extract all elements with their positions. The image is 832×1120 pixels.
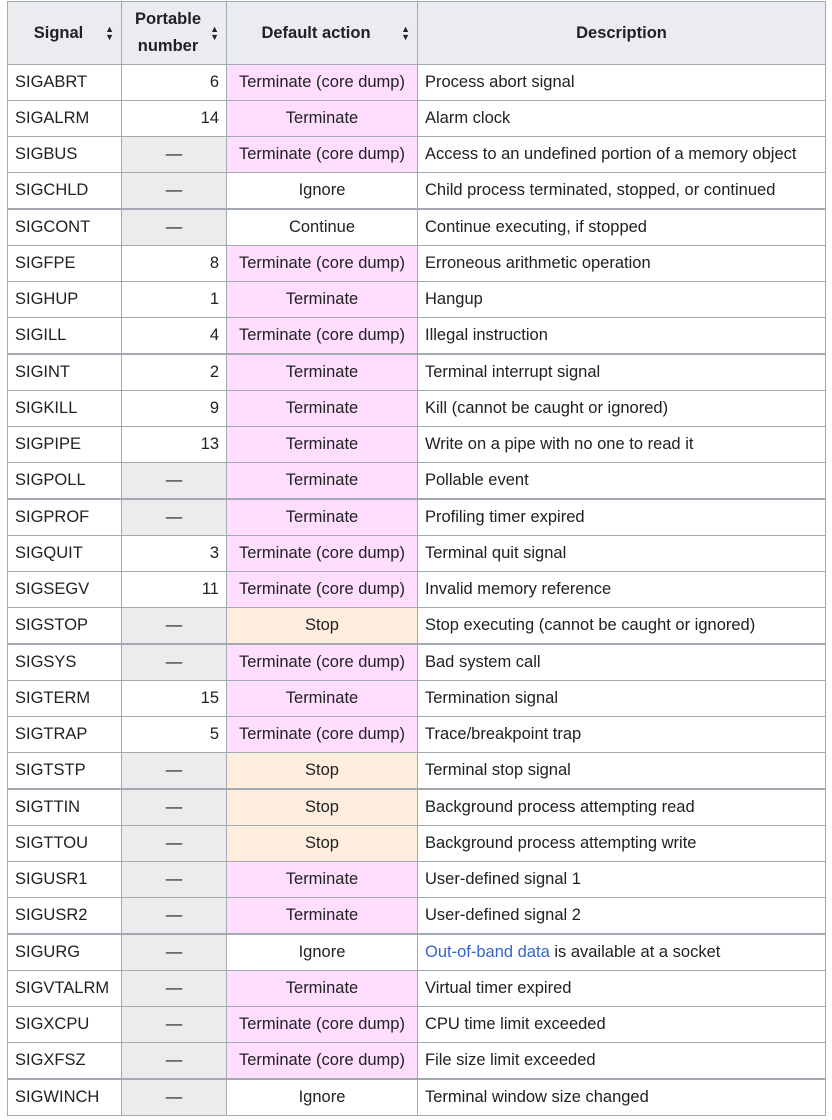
column-header-default-action-label: Default action: [261, 23, 371, 42]
column-header-portable-number-line1: Portable: [134, 10, 202, 28]
signal-cell: SIGALRM: [8, 101, 122, 137]
default-action-cell: Terminate: [227, 463, 418, 500]
portable-number-cell: 13: [122, 427, 227, 463]
default-action-cell: Terminate: [227, 391, 418, 427]
signal-cell: SIGPIPE: [8, 427, 122, 463]
table-row: [8, 246, 826, 282]
portable-number-cell: —: [122, 753, 227, 790]
column-header-description-label: Description: [576, 23, 667, 42]
signal-cell: SIGXCPU: [8, 1007, 122, 1043]
signal-cell: SIGQUIT: [8, 536, 122, 572]
signal-cell: SIGPROF: [8, 499, 122, 536]
table-row: [8, 536, 826, 572]
portable-number-cell: —: [122, 826, 227, 862]
default-action-cell: Terminate: [227, 282, 418, 318]
default-action-cell: Terminate (core dump): [227, 65, 418, 101]
default-action-cell: Stop: [227, 789, 418, 826]
portable-number-cell: —: [122, 209, 227, 246]
signal-cell: SIGILL: [8, 318, 122, 355]
default-action-cell: Terminate: [227, 862, 418, 898]
column-header-default-action[interactable]: [227, 2, 418, 65]
table-row: [8, 209, 826, 246]
default-action-cell: Continue: [227, 209, 418, 246]
default-action-cell: Terminate: [227, 499, 418, 536]
portable-number-cell: —: [122, 1007, 227, 1043]
description-cell: Terminal quit signal: [418, 536, 826, 572]
signal-cell: SIGSTOP: [8, 608, 122, 645]
signal-cell: SIGTERM: [8, 681, 122, 717]
description-cell: Child process terminated, stopped, or continued: [418, 173, 826, 210]
signal-cell: SIGTTOU: [8, 826, 122, 862]
signal-cell: SIGUSR2: [8, 898, 122, 935]
table-row: [8, 463, 826, 500]
description-text: is available at a socket: [549, 943, 721, 961]
table-row: [8, 898, 826, 935]
signal-cell: SIGWINCH: [8, 1079, 122, 1116]
table-row: [8, 499, 826, 536]
signal-cell: SIGCHLD: [8, 173, 122, 210]
default-action-cell: Ignore: [227, 934, 418, 971]
portable-number-cell: 4: [122, 318, 227, 355]
default-action-cell: Terminate (core dump): [227, 536, 418, 572]
description-cell: Stop executing (cannot be caught or ignored): [418, 608, 826, 645]
description-cell: Terminal window size changed: [418, 1079, 826, 1116]
description-cell: Virtual timer expired: [418, 971, 826, 1007]
column-header-description: [418, 2, 826, 65]
description-cell: Termination signal: [418, 681, 826, 717]
signal-cell: SIGSYS: [8, 644, 122, 681]
table-row: [8, 608, 826, 645]
table-row: [8, 427, 826, 463]
portable-number-cell: —: [122, 1043, 227, 1080]
table-row: [8, 1079, 826, 1116]
table-row: [8, 717, 826, 753]
portable-number-cell: 2: [122, 354, 227, 391]
signal-cell: SIGUSR1: [8, 862, 122, 898]
description-cell: Process abort signal: [418, 65, 826, 101]
description-cell: Illegal instruction: [418, 318, 826, 355]
portable-number-cell: —: [122, 934, 227, 971]
default-action-cell: Terminate: [227, 354, 418, 391]
portable-number-cell: —: [122, 898, 227, 935]
signal-cell: SIGTRAP: [8, 717, 122, 753]
portable-number-cell: —: [122, 499, 227, 536]
table-row: [8, 1007, 826, 1043]
portable-number-cell: —: [122, 971, 227, 1007]
table-row: [8, 101, 826, 137]
description-cell: CPU time limit exceeded: [418, 1007, 826, 1043]
default-action-cell: Ignore: [227, 1079, 418, 1116]
portable-number-cell: —: [122, 608, 227, 645]
description-cell: Bad system call: [418, 644, 826, 681]
description-cell: Background process attempting write: [418, 826, 826, 862]
table-row: [8, 971, 826, 1007]
default-action-cell: Terminate (core dump): [227, 572, 418, 608]
portable-number-cell: —: [122, 1079, 227, 1116]
description-cell: Continue executing, if stopped: [418, 209, 826, 246]
table-row: [8, 753, 826, 790]
column-header-signal[interactable]: [8, 2, 122, 65]
table-row: [8, 862, 826, 898]
portable-number-cell: 14: [122, 101, 227, 137]
table-row: [8, 1043, 826, 1080]
portable-number-cell: —: [122, 644, 227, 681]
description-cell: Background process attempting read: [418, 789, 826, 826]
portable-number-cell: 3: [122, 536, 227, 572]
table-row: [8, 173, 826, 210]
default-action-cell: Stop: [227, 826, 418, 862]
signal-cell: SIGSEGV: [8, 572, 122, 608]
signal-cell: SIGTTIN: [8, 789, 122, 826]
default-action-cell: Terminate: [227, 898, 418, 935]
description-cell: User-defined signal 1: [418, 862, 826, 898]
default-action-cell: Terminate (core dump): [227, 1043, 418, 1080]
description-cell: User-defined signal 2: [418, 898, 826, 935]
description-cell: Kill (cannot be caught or ignored): [418, 391, 826, 427]
sort-icon[interactable]: ▲ ▼: [401, 24, 410, 42]
signal-cell: SIGFPE: [8, 246, 122, 282]
table-row: [8, 826, 826, 862]
table-row: [8, 644, 826, 681]
portable-number-cell: 5: [122, 717, 227, 753]
portable-number-cell: —: [122, 463, 227, 500]
table-row: [8, 934, 826, 971]
description-cell: [418, 934, 826, 971]
table-row: [8, 572, 826, 608]
table-row: [8, 65, 826, 101]
default-action-cell: Terminate (core dump): [227, 137, 418, 173]
signals-table: [7, 1, 826, 1116]
signal-cell: SIGABRT: [8, 65, 122, 101]
table-header-row: [8, 2, 826, 65]
default-action-cell: Stop: [227, 753, 418, 790]
table-row: [8, 681, 826, 717]
default-action-cell: Terminate (core dump): [227, 644, 418, 681]
signal-cell: SIGURG: [8, 934, 122, 971]
out-of-band-data-link[interactable]: Out-of-band data: [425, 943, 550, 961]
portable-number-cell: 11: [122, 572, 227, 608]
portable-number-cell: 6: [122, 65, 227, 101]
signal-cell: SIGVTALRM: [8, 971, 122, 1007]
description-cell: Profiling timer expired: [418, 499, 826, 536]
default-action-cell: Terminate (core dump): [227, 1007, 418, 1043]
default-action-cell: Terminate: [227, 681, 418, 717]
signal-cell: SIGKILL: [8, 391, 122, 427]
default-action-cell: Terminate: [227, 427, 418, 463]
table-row: [8, 391, 826, 427]
description-cell: Access to an undefined portion of a memory object: [418, 137, 826, 173]
sort-icon[interactable]: ▲ ▼: [105, 24, 114, 42]
table-row: [8, 354, 826, 391]
default-action-cell: Terminate: [227, 971, 418, 1007]
description-cell: Hangup: [418, 282, 826, 318]
signal-cell: SIGXFSZ: [8, 1043, 122, 1080]
table-body: [8, 65, 826, 1116]
table-row: [8, 318, 826, 355]
default-action-cell: Terminate: [227, 101, 418, 137]
default-action-cell: Ignore: [227, 173, 418, 210]
portable-number-cell: 1: [122, 282, 227, 318]
description-cell: Terminal stop signal: [418, 753, 826, 790]
portable-number-cell: 8: [122, 246, 227, 282]
description-cell: File size limit exceeded: [418, 1043, 826, 1080]
signal-cell: SIGINT: [8, 354, 122, 391]
description-cell: Pollable event: [418, 463, 826, 500]
default-action-cell: Stop: [227, 608, 418, 645]
signal-cell: SIGPOLL: [8, 463, 122, 500]
portable-number-cell: —: [122, 137, 227, 173]
column-header-signal-label: Signal: [33, 23, 84, 42]
signal-cell: SIGCONT: [8, 209, 122, 246]
column-header-portable-number-line2: number: [137, 37, 199, 55]
column-header-portable-number[interactable]: [122, 2, 227, 65]
table-row: [8, 789, 826, 826]
description-cell: Terminal interrupt signal: [418, 354, 826, 391]
portable-number-cell: —: [122, 862, 227, 898]
signal-cell: SIGBUS: [8, 137, 122, 173]
description-cell: Alarm clock: [418, 101, 826, 137]
signal-cell: SIGTSTP: [8, 753, 122, 790]
description-cell: Write on a pipe with no one to read it: [418, 427, 826, 463]
description-cell: Trace/breakpoint trap: [418, 717, 826, 753]
description-cell: Invalid memory reference: [418, 572, 826, 608]
table-row: [8, 137, 826, 173]
portable-number-cell: 15: [122, 681, 227, 717]
sort-icon[interactable]: ▲ ▼: [210, 24, 219, 42]
portable-number-cell: —: [122, 173, 227, 210]
signal-cell: SIGHUP: [8, 282, 122, 318]
default-action-cell: Terminate (core dump): [227, 246, 418, 282]
default-action-cell: Terminate (core dump): [227, 717, 418, 753]
description-cell: Erroneous arithmetic operation: [418, 246, 826, 282]
default-action-cell: Terminate (core dump): [227, 318, 418, 355]
table-row: [8, 282, 826, 318]
portable-number-cell: 9: [122, 391, 227, 427]
portable-number-cell: —: [122, 789, 227, 826]
